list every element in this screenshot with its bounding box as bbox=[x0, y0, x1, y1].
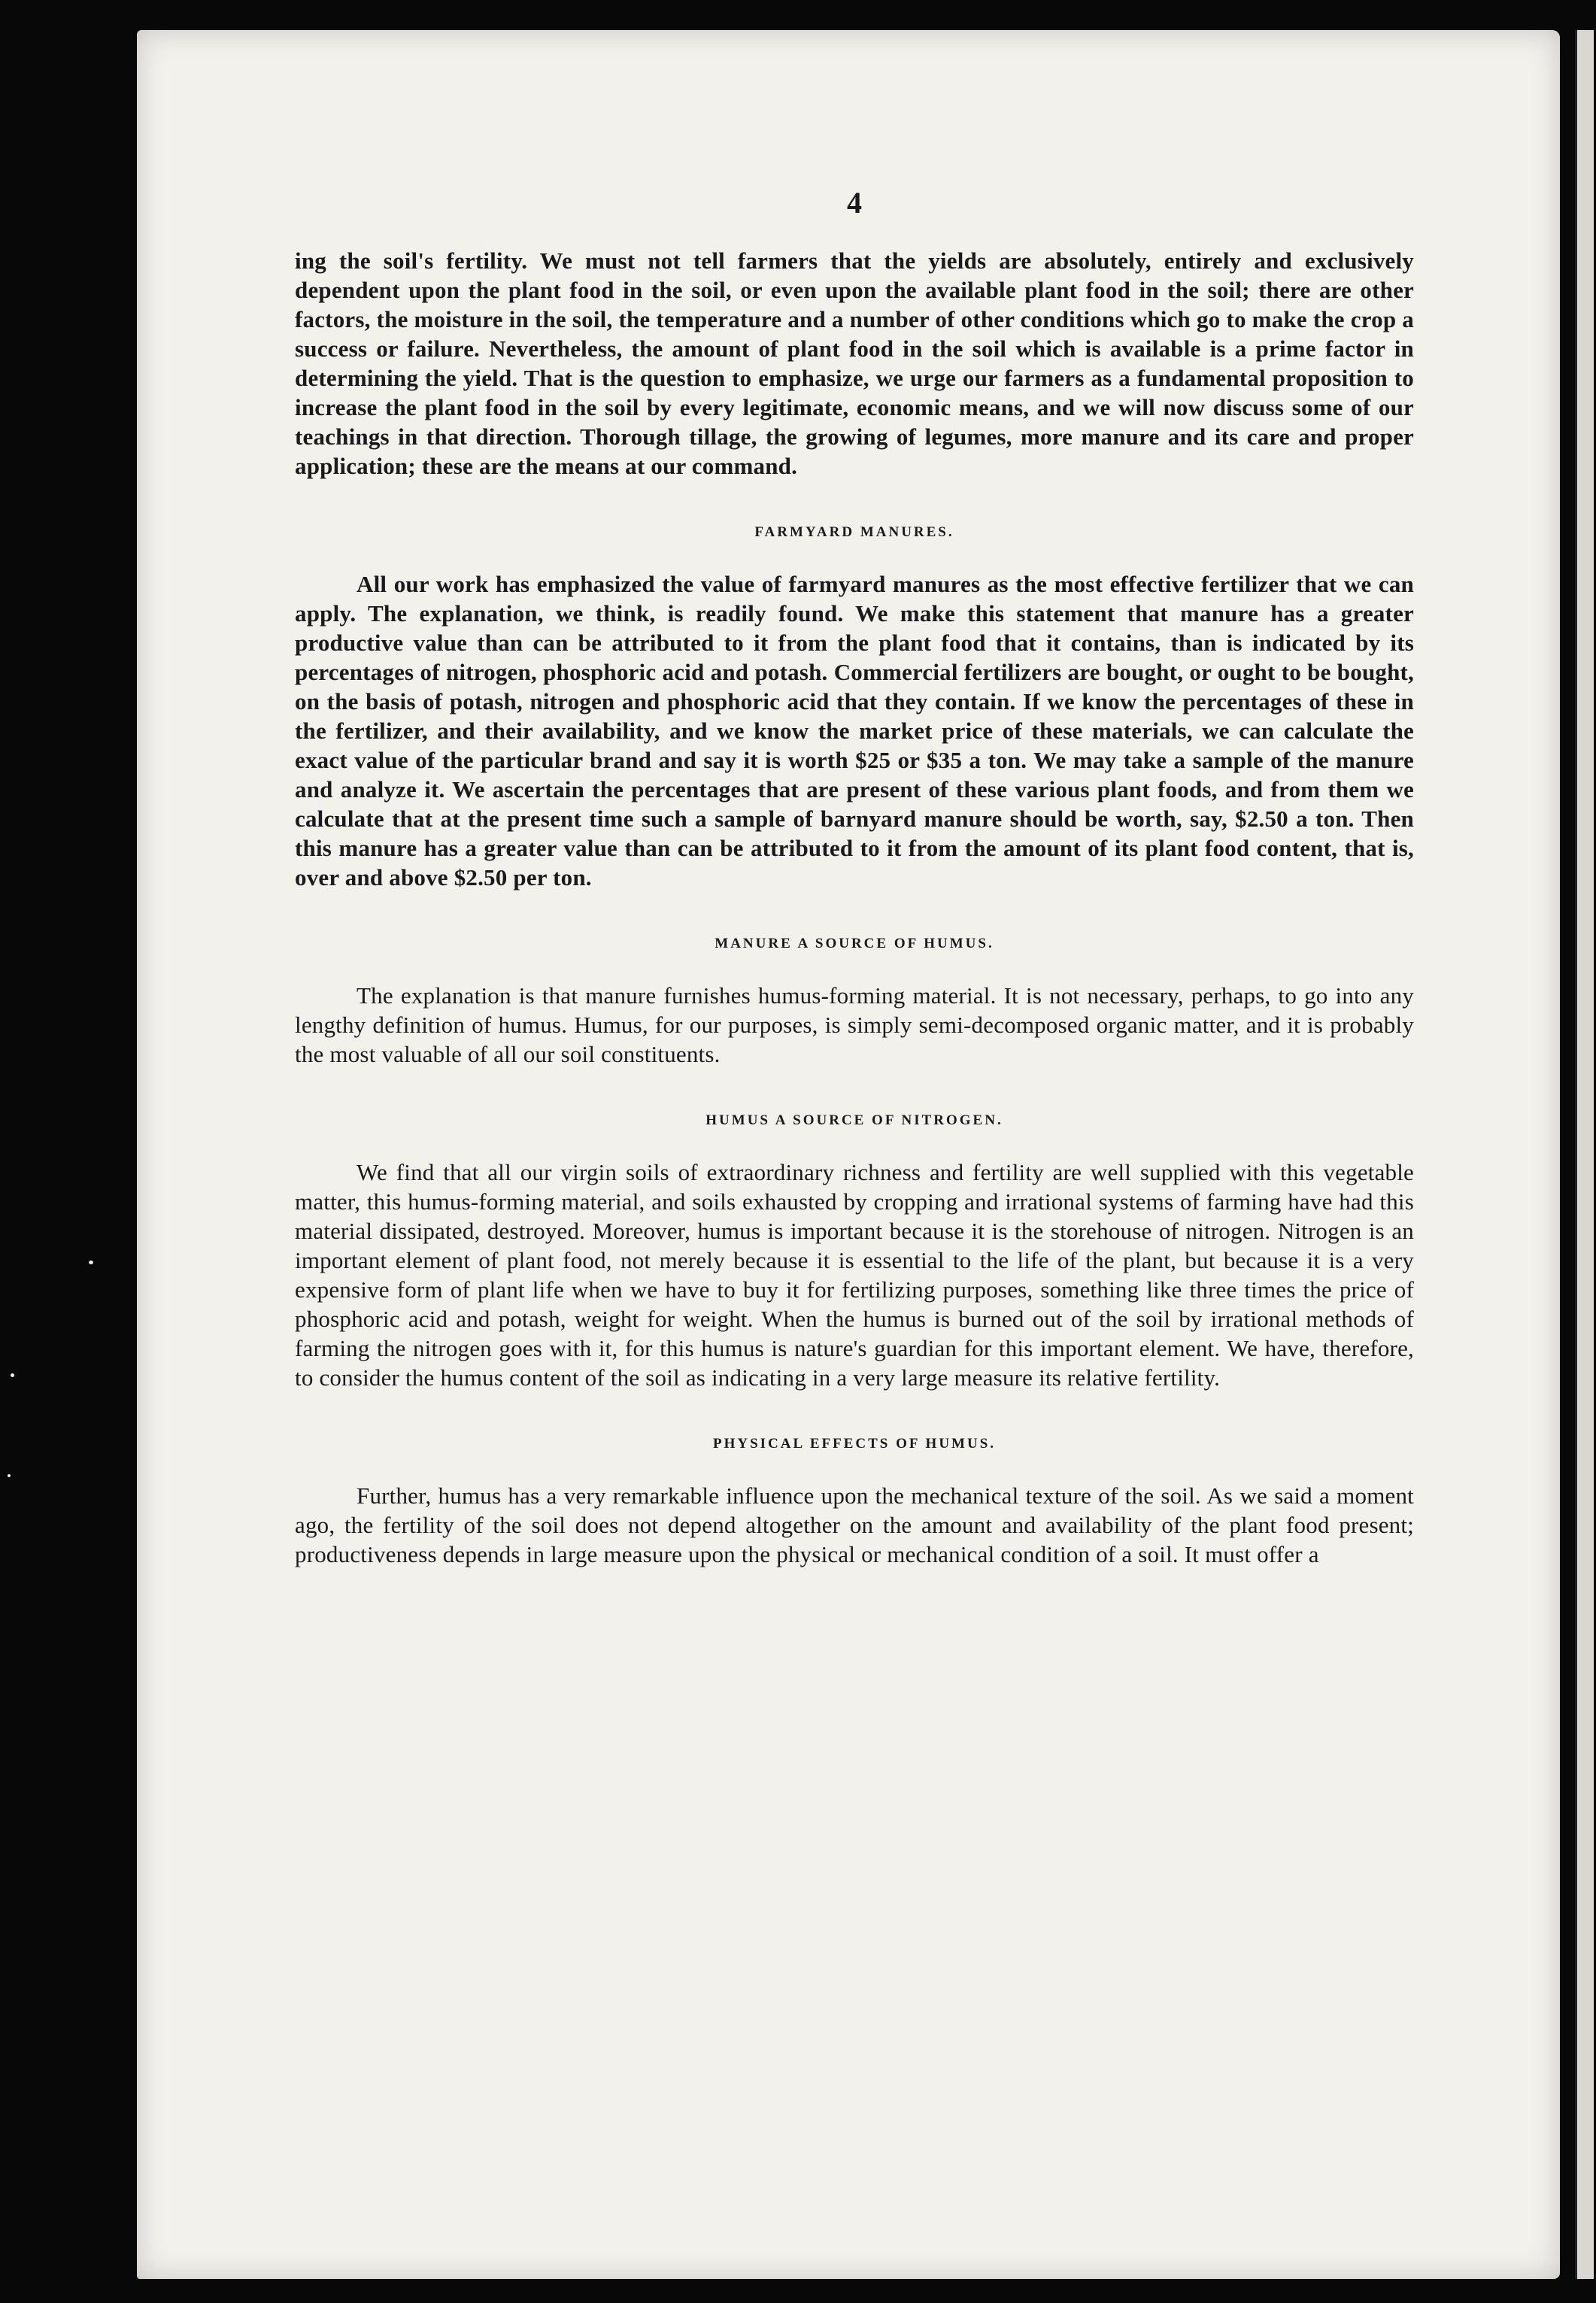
page-number: 4 bbox=[847, 186, 862, 220]
page-content bbox=[295, 185, 1414, 1569]
scan-speck bbox=[8, 1474, 11, 1477]
scan-speck bbox=[11, 1373, 14, 1377]
paragraph-humus-source-nitrogen: We find that all our virgin soils of extraordinary richness and fertility are well supplied with this vegetable matter, this humus-forming material, and soils exhausted by cropping and irrational systems of farming have had this material dissipated, destroyed. Moreover, humus is important because it is the storehouse of nitrogen. Nitrogen is an important element of plant food, not merely because it is essential to the life of the plant, but because it is a very expensive form of plant life when we have to buy it for fertilizing purposes, something like three times the price of phosphoric acid and potash, weight for weight. When the humus is burned out of the soil by irrational methods of farming the nitrogen goes with it, for this humus is nature's guardian for this important element. We have, therefore, to consider the humus content of the soil as indicating in a very large measure its relative fertility. bbox=[295, 1159, 1414, 1391]
heading-manure-source-humus: MANURE A SOURCE OF HUMUS. bbox=[715, 936, 994, 951]
paragraph-soil-fertility: ing the soil's fertility. We must not tell farmers that the yields are absolutely, entirely and exclusively dependent upon the plant food in the soil, or even upon the available plant food in the soil; there are other factors, the moisture in the soil, the temperature and a number of other conditions which go to make the crop a success or failure. Nevertheless, the amount of plant food in the soil which is available is a prime factor in determining the yield. That is the question to emphasize, we urge our farmers as a fundamental proposition to increase the plant food in the soil by every legitimate, economic means, and we will now discuss some of our teachings in that direction. Thorough tillage, the growing of legumes, more manure and its care and proper application; these are the means at our command. bbox=[295, 247, 1414, 479]
page-edge bbox=[1575, 30, 1594, 2279]
heading-physical-effects-humus: PHYSICAL EFFECTS OF HUMUS. bbox=[712, 1436, 997, 1452]
heading-farmyard-manures: FARMYARD MANURES. bbox=[754, 524, 954, 540]
paragraph-manure-source-humus: The explanation is that manure furnishes humus-forming material. It is not necessary, perhaps, to go into any lengthy definition of humus. Humus, for our purposes, is simply semi-decomposed organic matter, and it is probably the most valuable of all our soil constituents. bbox=[295, 982, 1414, 1067]
lower-section bbox=[295, 936, 1414, 1569]
scan-speck bbox=[89, 1261, 93, 1264]
heading-humus-source-nitrogen: HUMUS A SOURCE OF NITROGEN. bbox=[705, 1112, 1003, 1128]
paragraph-physical-effects-humus: Further, humus has a very remarkable influence upon the mechanical texture of the soil. As we said a moment ago, the fertility of the soil does not depend altogether on the amount and availability of the plant food present; productiveness depends in large measure upon the physical or mechanical condition of a soil. It must offer a bbox=[295, 1482, 1414, 1567]
paragraph-farmyard-manures: All our work has emphasized the value of farmyard manures as the most effective fertilizer that we can apply. The explanation, we think, is readily found. We make this statement that manure has a greater productive value than can be attributed to it from the plant food that it contains, than is indicated by its percentages of nitrogen, phosphoric acid and potash. Commercial fertilizers are bought, or ought to be bought, on the basis of potash, nitrogen and phosphoric acid that they contain. If we know the percentages of these in the fertilizer, and their availability, and we know the market price of these materials, we can calculate the exact value of the particular brand and say it is worth $25 or $35 a ton. We may take a sample of the manure and analyze it. We ascertain the percentages that are present of these various plant foods, and from them we calculate that at the present time such a sample of barnyard manure should be worth, say, $2.50 a ton. Then this manure has a greater value than can be attributed to it from the amount of its plant food content, that is, over and above $2.50 per ton. bbox=[295, 571, 1414, 891]
